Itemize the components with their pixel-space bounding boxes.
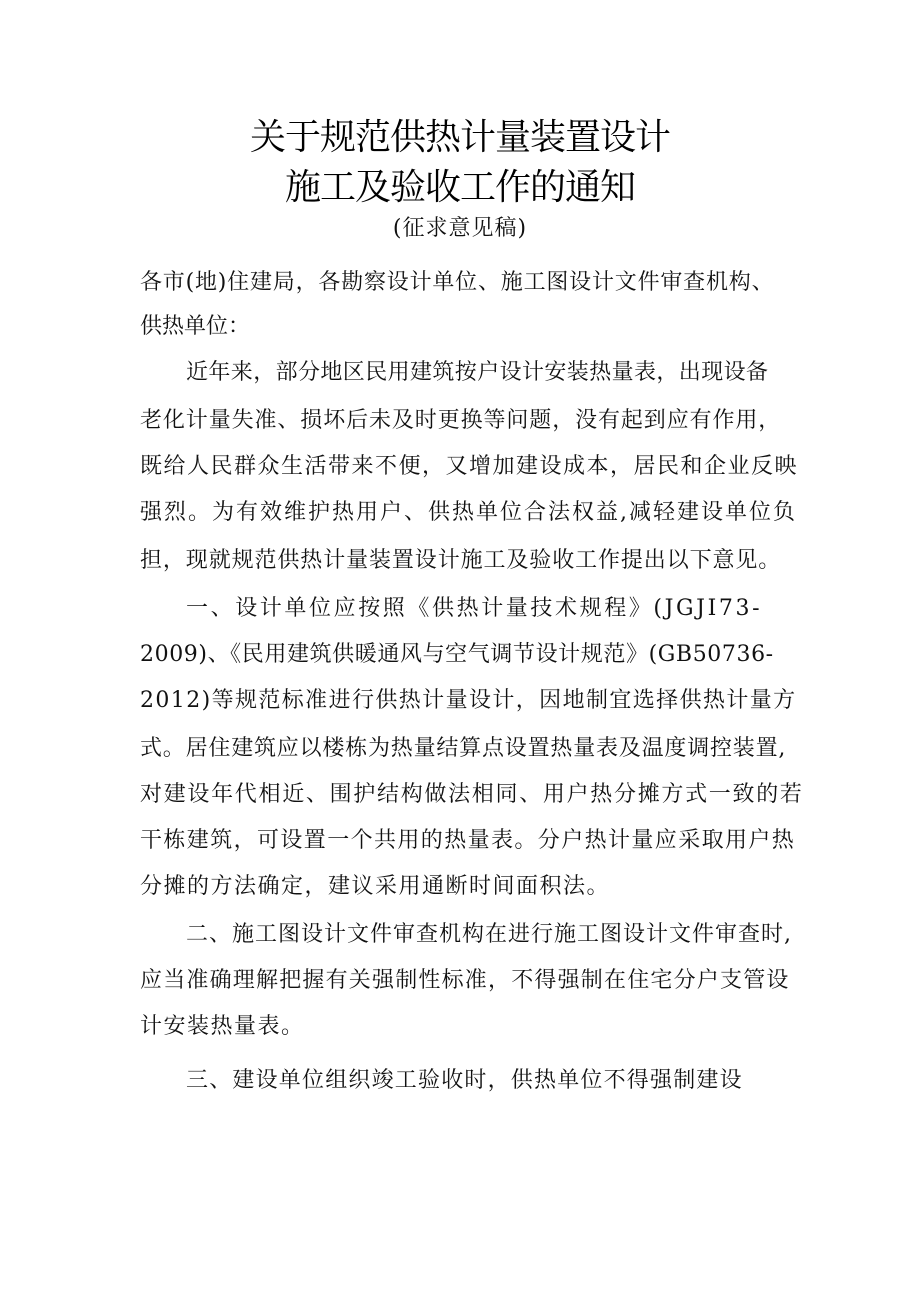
intro-line-5: 担，现就规范供热计量装置设计施工及验收工作提出以下意见。: [140, 548, 782, 573]
intro-line-3: 既给人民群众生活带来不便，又增加建设成本，居民和企业反映: [140, 454, 799, 479]
section-1-line-7: 分摊的方法确定，建议采用通断时间面积法。: [140, 874, 611, 899]
section-1-line-1: 一、设计单位应按照《供热计量技术规程》(JGJI73-: [186, 596, 763, 621]
section-2-line-2: 应当准确理解把握有关强制性标准，不得强制在住宅分户支管设: [140, 968, 790, 993]
document-subtitle: (征求意见稿): [392, 216, 528, 241]
section-1-line-3: 2012)等规范标准进行供热计量设计，因地制宜选择供热计量方: [140, 688, 797, 713]
section-1-line-6: 干栋建筑，可设置一个共用的热量表。分户热计量应采取用户热: [140, 828, 796, 853]
section-2-line-3: 计安装热量表。: [140, 1014, 305, 1039]
salutation-line-2: 供热单位：: [140, 314, 251, 339]
intro-line-1: 近年来，部分地区民用建筑按户设计安装热量表，出现设备: [186, 360, 769, 385]
document-title-line-2: 施工及验收工作的通知: [284, 167, 635, 208]
document-title-line-1: 关于规范供热计量装置设计: [249, 117, 670, 158]
section-1-line-2: 2009)、《民用建筑供暖通风与空气调节设计规范》(GB50736-: [140, 642, 774, 667]
section-2-line-1: 二、施工图设计文件审查机构在进行施工图设计文件审查时,: [186, 922, 792, 947]
section-3-line-1: 三、建设单位组织竣工验收时，供热单位不得强制建设: [186, 1068, 743, 1093]
intro-line-2: 老化计量失准、损坏后未及时更换等问题，没有起到应有作用，: [140, 408, 782, 433]
section-1-line-4: 式。居住建筑应以楼栋为热量结算点设置热量表及温度调控装置,: [140, 736, 787, 761]
section-1-line-5: 对建设年代相近、围护结构做法相同、用户热分摊方式一致的若: [140, 782, 804, 807]
salutation-line-1: 各市(地)住建局，各勘察设计单位、施工图设计文件审查机构、: [140, 270, 775, 295]
intro-line-4: 强烈。为有效维护热用户、供热单位合法权益,减轻建设单位负: [140, 500, 797, 525]
